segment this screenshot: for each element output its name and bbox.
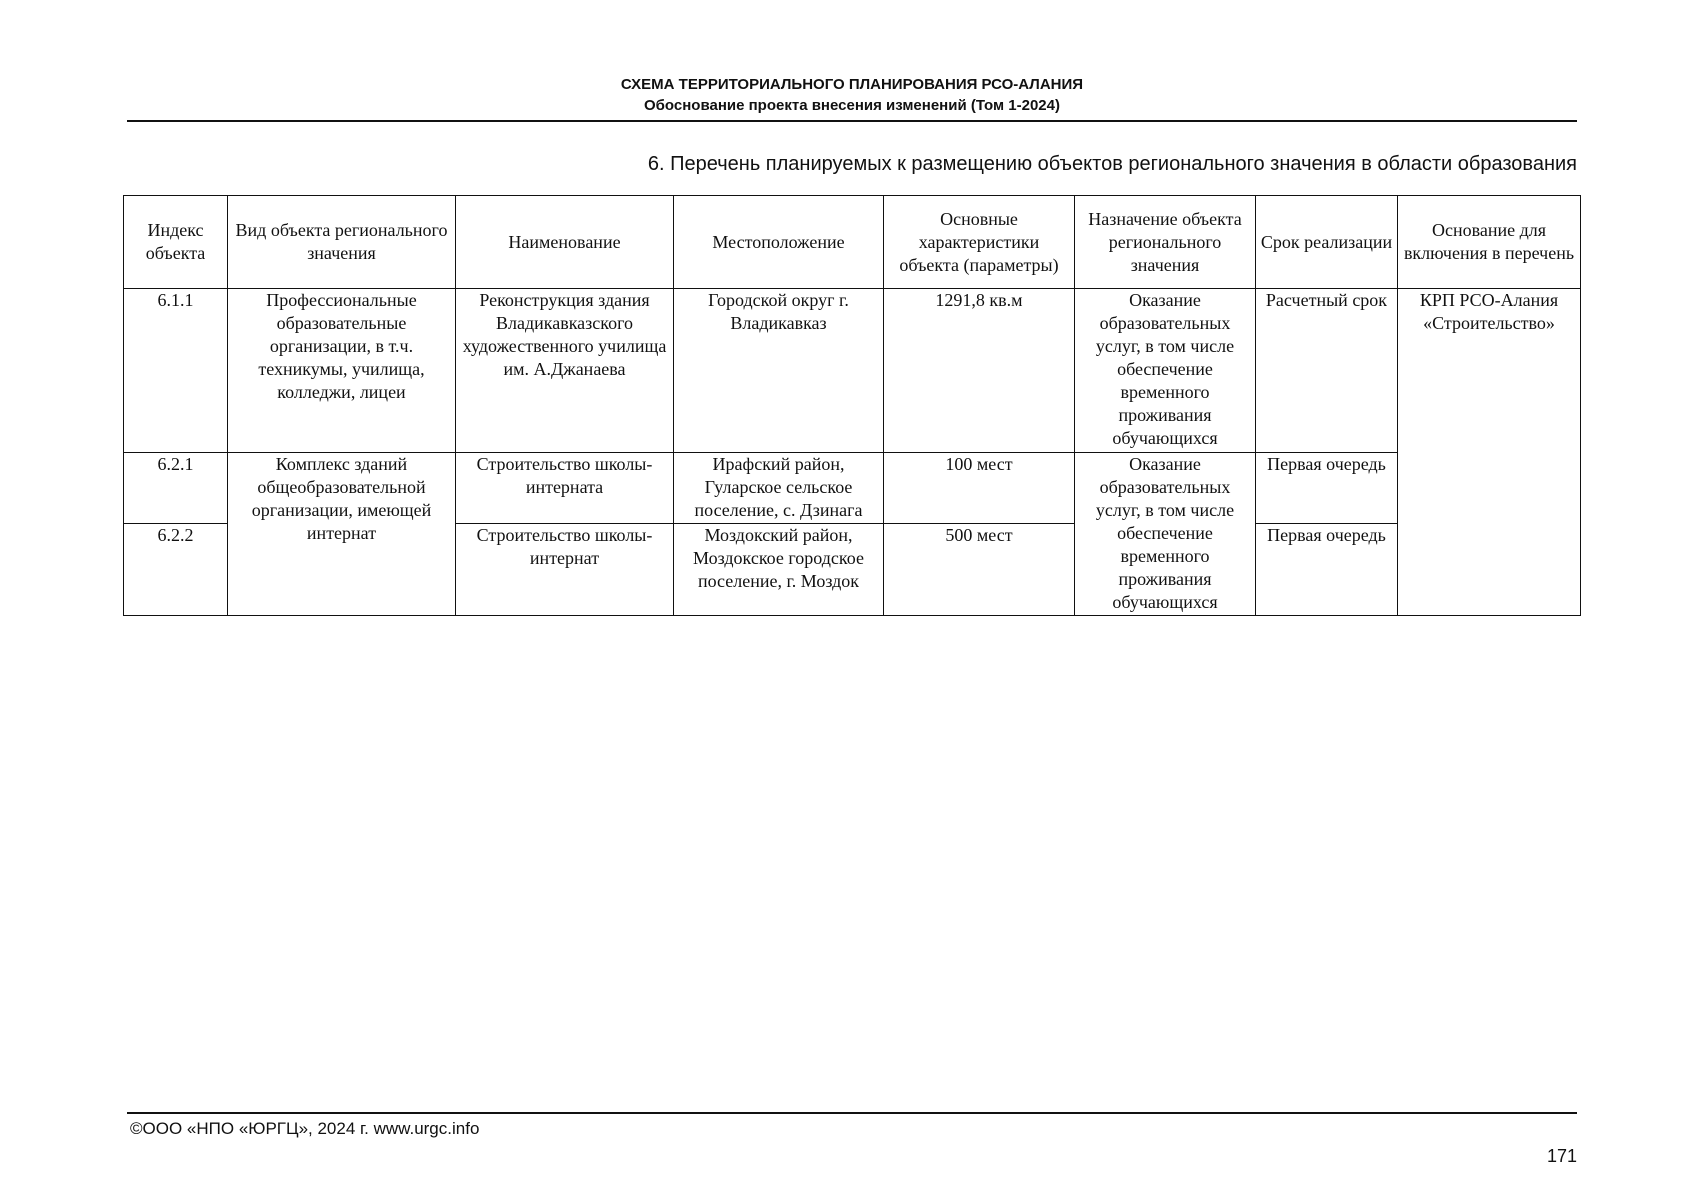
cell-params: 100 мест — [884, 453, 1075, 524]
cell-term: Первая очередь — [1256, 524, 1398, 616]
cell-term: Первая очередь — [1256, 453, 1398, 524]
footer-divider — [127, 1112, 1577, 1114]
cell-location: Моздокский район, Моздокское городское поселение, г. Моздок — [674, 524, 884, 616]
footer-copyright: ©ООО «НПО «ЮРГЦ», 2024 г. www.urgc.info — [130, 1119, 480, 1138]
cell-term: Расчетный срок — [1256, 289, 1398, 453]
section-title: 6. Перечень планируемых к размещению объектов регионального значения в области образования — [647, 153, 1577, 175]
cell-name: Реконструкция здания Владикавказского художественного училища им. А.Джанаева — [456, 289, 674, 453]
cell-index: 6.2.2 — [124, 524, 228, 616]
column-header-basis: Основание для включения в перечень — [1398, 196, 1581, 289]
cell-type: Комплекс зданий общеобразовательной организации, имеющей интернат — [228, 453, 456, 616]
table-row — [124, 453, 1581, 524]
document-header — [127, 74, 1577, 116]
column-header-name: Наименование — [456, 196, 674, 289]
cell-params: 500 мест — [884, 524, 1075, 616]
column-header-params: Основные характеристики объекта (параметры) — [884, 196, 1075, 289]
cell-location: Городской округ г. Владикавказ — [674, 289, 884, 453]
cell-name: Строительство школы-интернат — [456, 524, 674, 616]
header-divider — [127, 120, 1577, 122]
column-header-type: Вид объекта регионального значения — [228, 196, 456, 289]
cell-type: Профессиональные образовательные организации, в т.ч. техникумы, училища, колледжи, лицеи — [228, 289, 456, 453]
cell-index: 6.2.1 — [124, 453, 228, 524]
cell-params: 1291,8 кв.м — [884, 289, 1075, 453]
column-header-index: Индекс объекта — [124, 196, 228, 289]
cell-basis: КРП РСО-Алания «Строительство» — [1398, 289, 1581, 616]
column-header-location: Местоположение — [674, 196, 884, 289]
column-header-purpose: Назначение объекта регионального значения — [1075, 196, 1256, 289]
cell-location: Ирафский район, Гуларское сельское поселение, с. Дзинага — [674, 453, 884, 524]
column-header-term: Срок реализации — [1256, 196, 1398, 289]
table-row — [124, 289, 1581, 453]
table-header-row — [124, 196, 1581, 289]
header-title: СХЕМА ТЕРРИТОРИАЛЬНОГО ПЛАНИРОВАНИЯ РСО-АЛАНИЯ — [620, 76, 1084, 93]
cell-purpose: Оказание образовательных услуг, в том числе обеспечение временного проживания обучающихся — [1075, 289, 1256, 453]
cell-purpose: Оказание образовательных услуг, в том числе обеспечение временного проживания обучающихся — [1075, 453, 1256, 616]
page-number: 171 — [1546, 1146, 1577, 1166]
header-subtitle: Обоснование проекта внесения изменений (Том 1-2024) — [644, 97, 1060, 114]
cell-index: 6.1.1 — [124, 289, 228, 453]
cell-name: Строительство школы-интерната — [456, 453, 674, 524]
objects-table — [123, 195, 1581, 616]
